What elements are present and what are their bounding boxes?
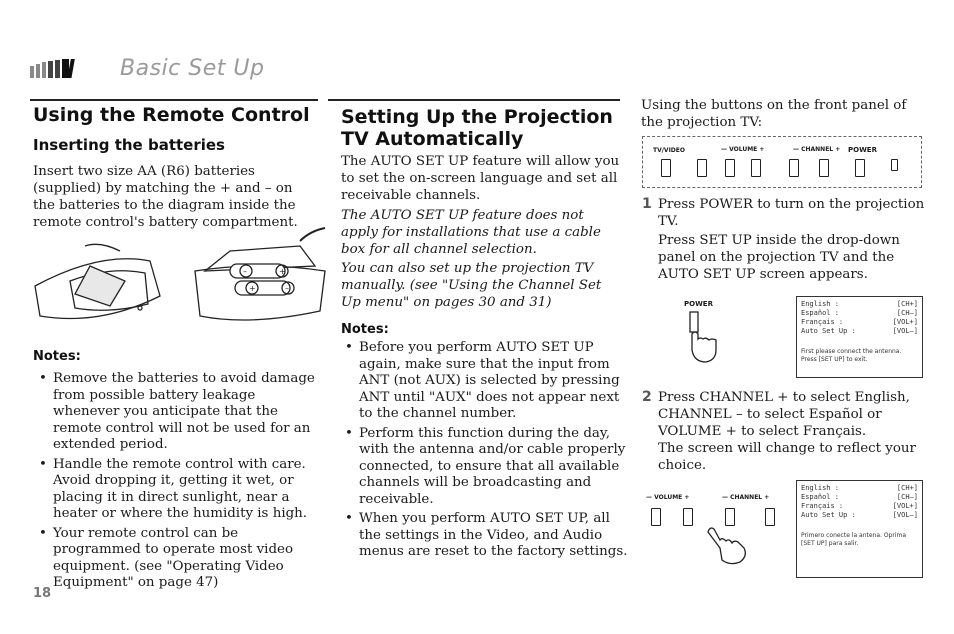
menu-key: [CH–] — [896, 493, 918, 501]
menu-key: [CH+] — [896, 300, 918, 308]
section-bar-icon — [30, 58, 118, 80]
page-number: 18 — [33, 586, 52, 601]
step2-select-text: Press CHANNEL + to select English, CHANNEL – to select Español or VOLUME + to select Français. — [658, 390, 910, 439]
channel-up-button[interactable] — [765, 508, 775, 526]
menu-row — [801, 309, 918, 318]
menu-label: Auto Set Up : — [801, 511, 856, 519]
power-figure-label: POWER — [684, 300, 713, 308]
menu-row — [801, 493, 918, 502]
channel-down-button[interactable] — [789, 159, 799, 177]
menu-key: [VOL+] — [892, 318, 918, 326]
list-item: • When you perform AUTO SET UP, all the settings in the Video, and Audio menus are reset to the factory settings. — [341, 511, 631, 561]
step1-power-text: Press POWER to turn on the projection TV. — [658, 197, 925, 229]
list-item: • Remove the batteries to avoid damage from possible battery leakage whenever you anticipate that the remote control will not be used for an extended period. — [35, 371, 323, 454]
menu-row — [801, 511, 918, 520]
notes-heading: Notes: — [33, 349, 81, 364]
language-screen — [796, 480, 923, 578]
step1-setup-text: Press SET UP inside the drop-down panel on the projection TV and the AUTO SET UP screen appears. — [658, 233, 900, 282]
menu-row — [801, 300, 918, 309]
divider — [328, 99, 620, 101]
step2-result-text: The screen will change to reflect your choice. — [658, 441, 916, 473]
menu-row — [801, 502, 918, 511]
tv-video-button[interactable] — [661, 159, 671, 177]
front-panel-intro: Using the buttons on the front panel of the projection TV: — [641, 98, 907, 130]
remote-battery-illustration — [30, 226, 330, 326]
list-item: • Handle the remote control with care. Avoid dropping it, getting it wet, or placing it in direct sunlight, near a heater or where the humidity is high. — [35, 457, 323, 523]
svg-text:+: + — [249, 284, 256, 293]
menu-row — [801, 484, 918, 493]
divider — [30, 99, 318, 101]
cable-box-note: The AUTO SET UP feature does not apply for installations that use a cable box for all channel selection. — [341, 208, 601, 257]
volume-up-button[interactable] — [683, 508, 693, 526]
svg-text:+: + — [279, 267, 286, 276]
auto-setup-intro: The AUTO SET UP feature will allow you to set the on-screen language and set all receivable channels. — [341, 154, 620, 203]
indicator-light — [891, 159, 898, 171]
volume-down-button[interactable] — [651, 508, 661, 526]
manual-setup-note: You can also set up the projection TV manually. (see "Using the Channel Set Up menu" on pages 30 and 31) — [341, 261, 602, 310]
channel-label: — CHANNEL + — [793, 146, 841, 153]
volume-up-button[interactable] — [751, 159, 761, 177]
channel-label: — CHANNEL + — [722, 494, 770, 501]
section-title-remote: Using the Remote Control — [33, 104, 310, 126]
unlabeled-button[interactable] — [697, 159, 707, 177]
menu-label: Français : — [801, 318, 844, 326]
menu-key: [VOL+] — [892, 502, 918, 510]
power-label: POWER — [848, 146, 877, 154]
tv-video-label: TV/VIDEO — [653, 147, 685, 154]
channel-up-button[interactable] — [819, 159, 829, 177]
front-panel-figure — [642, 136, 922, 188]
screen-message: Primero conecte la antena. Oprima [SET UP] para salir. — [801, 532, 907, 547]
volume-down-button[interactable] — [725, 159, 735, 177]
remote-notes-list — [35, 371, 323, 595]
list-item: • Before you perform AUTO SET UP again, make sure that the input from ANT (not AUX) is selected by pressing ANT until "AUX" does not appear next to the channel number. — [341, 340, 631, 423]
menu-label: Français : — [801, 502, 844, 510]
menu-key: [CH–] — [896, 309, 918, 317]
page-header-title: Basic Set Up — [120, 56, 265, 81]
list-item: • Perform this function during the day, with the antenna and/or cable properly connected, to ensure that all available channels will be broadcasting and receivable. — [341, 426, 631, 509]
hand-pressing-icon — [676, 310, 736, 365]
step-number: 2 — [642, 389, 652, 405]
volume-label: — VOLUME + — [721, 146, 765, 153]
menu-row — [801, 327, 918, 336]
svg-text:–: – — [285, 284, 289, 293]
menu-key: [VOL–] — [892, 327, 918, 335]
menu-label: Auto Set Up : — [801, 327, 856, 335]
auto-setup-notes-list — [341, 340, 631, 564]
auto-setup-screen — [796, 296, 923, 378]
subsection-title-batteries: Inserting the batteries — [33, 136, 225, 154]
menu-label: English : — [801, 300, 839, 308]
channel-down-button[interactable] — [725, 508, 735, 526]
notes-heading: Notes: — [341, 322, 389, 337]
power-button[interactable] — [855, 159, 865, 177]
list-item: • Your remote control can be programmed to operate most video equipment. (see "Operating Video Equipment" on page 47) — [35, 526, 323, 592]
menu-label: Español : — [801, 493, 839, 501]
step-number: 1 — [642, 196, 652, 212]
menu-label: Español : — [801, 309, 839, 317]
menu-key: [VOL–] — [892, 511, 918, 519]
hand-pressing-icon — [700, 526, 760, 568]
svg-text:–: – — [243, 267, 247, 276]
menu-key: [CH+] — [896, 484, 918, 492]
menu-label: English : — [801, 484, 839, 492]
section-title-auto-setup: Setting Up the Projection TV Automatically — [341, 106, 613, 150]
batteries-instructions: Insert two size AA (R6) batteries (supplied) by matching the + and – on the batteries to the diagram inside the remote control's battery compartment. — [33, 164, 298, 230]
volume-label: — VOLUME + — [646, 494, 690, 501]
screen-message: First please connect the antenna. Press [SET UP] to exit. — [801, 348, 902, 363]
menu-row — [801, 318, 918, 327]
